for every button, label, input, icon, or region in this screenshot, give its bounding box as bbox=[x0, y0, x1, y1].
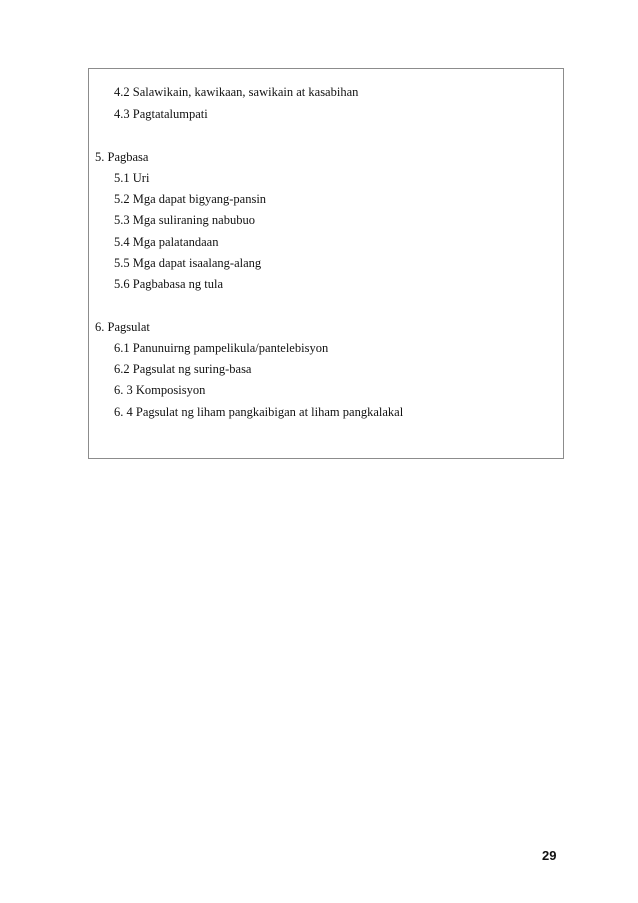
outline-item-5-1: 5.1 Uri bbox=[114, 171, 150, 185]
outline-item-6-4: 6. 4 Pagsulat ng liham pangkaibigan at liham pangkalakal bbox=[114, 405, 404, 419]
outline-item-6-3: 6. 3 Komposisyon bbox=[114, 383, 206, 397]
page-number: 29 bbox=[542, 848, 557, 863]
outline-item-5-3: 5.3 Mga suliraning nabubuo bbox=[114, 213, 255, 227]
outline-item-5-6: 5.6 Pagbabasa ng tula bbox=[114, 277, 224, 291]
section-heading-pagsulat: 6. Pagsulat bbox=[95, 320, 150, 334]
outline-item-5-5: 5.5 Mga dapat isaalang-alang bbox=[114, 256, 262, 270]
outline-item-4-3: 4.3 Pagtatalumpati bbox=[114, 107, 208, 121]
outline-item-5-2: 5.2 Mga dapat bigyang-pansin bbox=[114, 192, 267, 206]
section-heading-pagbasa: 5. Pagbasa bbox=[95, 150, 149, 164]
outline-item-6-1: 6.1 Panunuirng pampelikula/pantelebisyon bbox=[114, 341, 329, 355]
outline-item-4-2: 4.2 Salawikain, kawikaan, sawikain at kasabihan bbox=[114, 85, 359, 99]
outline-item-6-2: 6.2 Pagsulat ng suring-basa bbox=[114, 362, 252, 376]
outline-item-5-4: 5.4 Mga palatandaan bbox=[114, 235, 219, 249]
